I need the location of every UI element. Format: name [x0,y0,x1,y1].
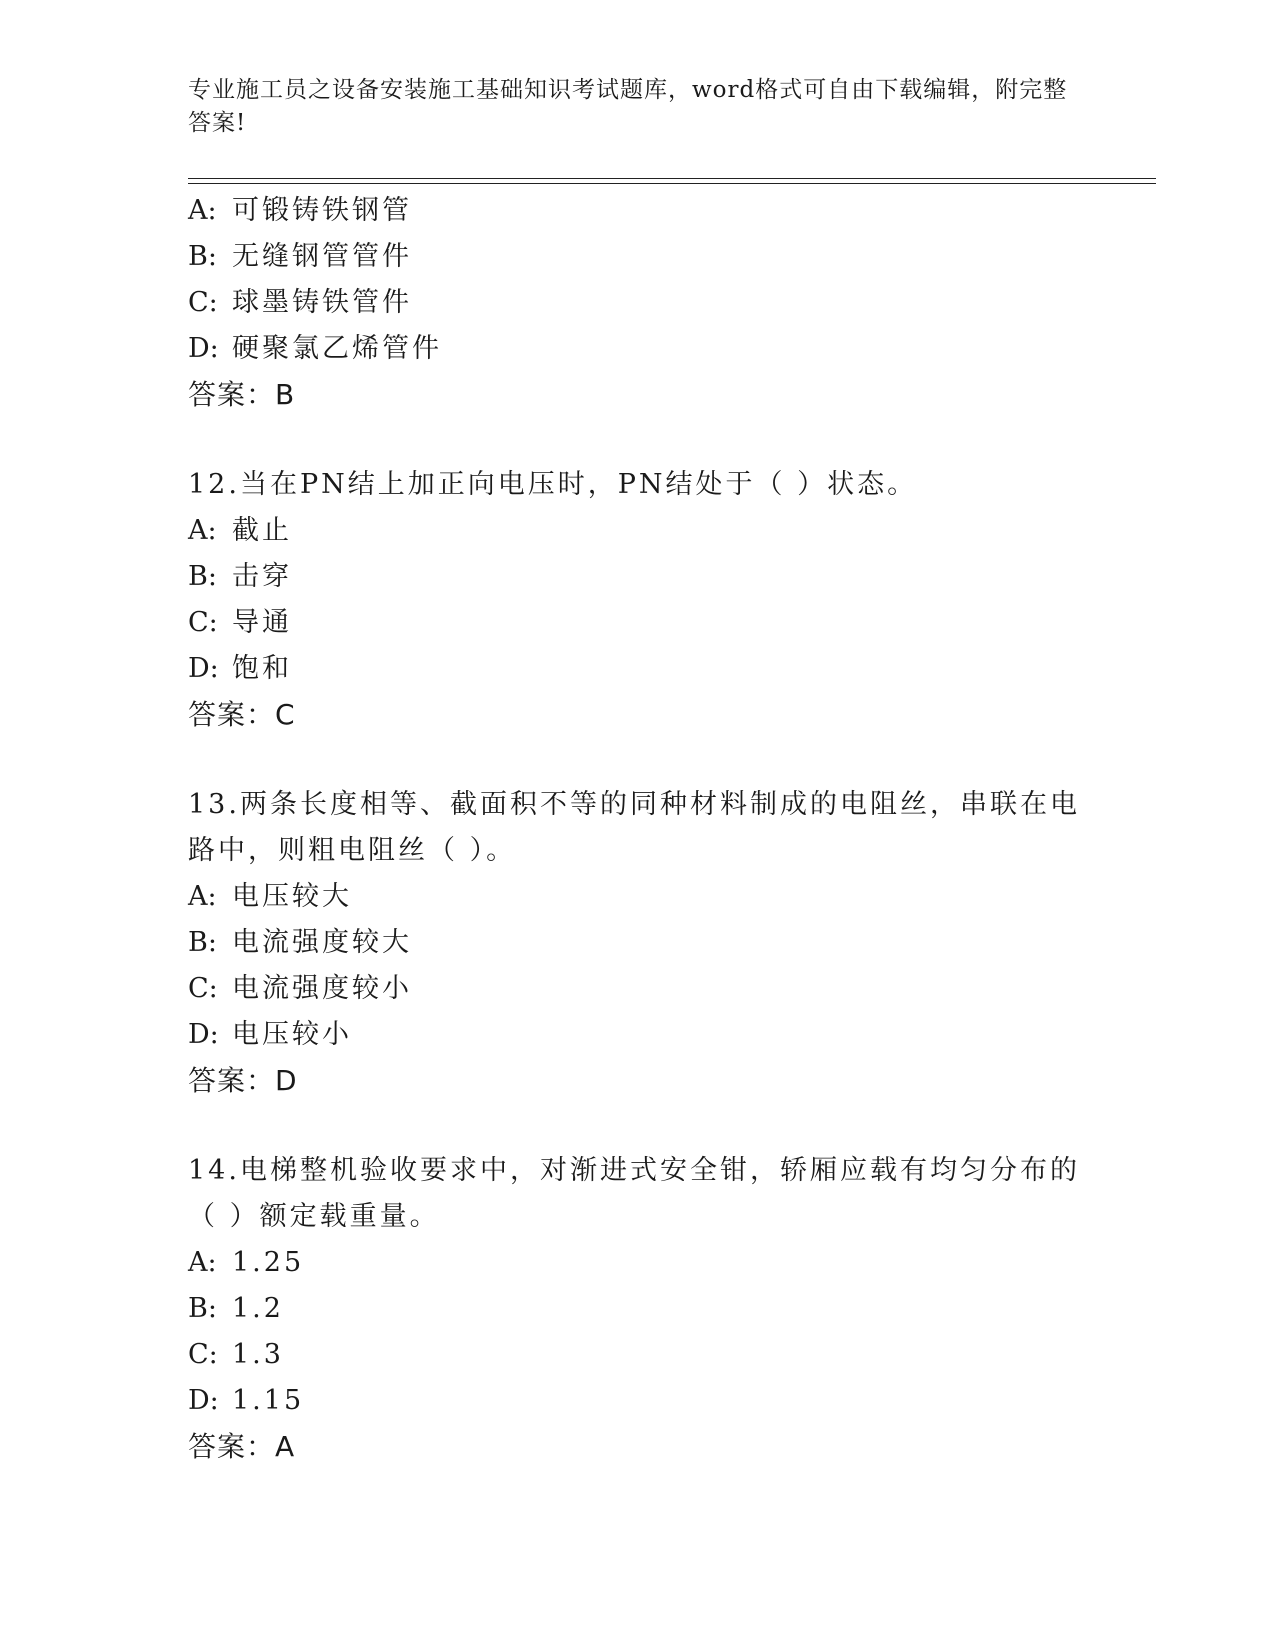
option-text: 无缝钢管管件 [232,241,412,272]
option-b [188,920,1088,966]
option-d [188,1378,1088,1424]
option-key: C: [188,1339,218,1370]
option-key: B: [188,1293,217,1324]
option-key: C: [188,973,218,1004]
previous-question-tail [188,188,1088,418]
option-c [188,1332,1088,1378]
option-text: 1.2 [232,1293,284,1324]
question-14 [188,1148,1088,1470]
option-d [188,1012,1088,1058]
option-text: 电压较小 [232,1019,352,1050]
option-key: D: [188,1385,219,1416]
question-list [188,188,1088,1470]
option-a [188,874,1088,920]
option-text: 电压较大 [232,881,352,912]
option-b [188,234,1088,280]
option-key: B: [188,561,217,592]
option-text: 1.25 [232,1247,305,1278]
answer-line: 答案：C [188,698,296,731]
option-text: 1.3 [232,1339,284,1370]
option-b [188,554,1088,600]
header-divider-bottom [188,183,1156,184]
question-12 [188,462,1088,738]
option-key: C: [188,607,218,638]
option-a [188,188,1088,234]
option-text: 球墨铸铁管件 [232,287,412,318]
option-a [188,508,1088,554]
option-key: D: [188,333,219,364]
option-text: 饱和 [232,653,292,684]
option-key: D: [188,653,219,684]
option-key: A: [188,881,217,912]
option-text: 导通 [232,607,292,638]
option-a [188,1240,1088,1286]
option-d [188,326,1088,372]
option-key: A: [188,195,217,226]
option-c [188,600,1088,646]
answer-line: 答案：D [188,1064,298,1097]
option-key: C: [188,287,218,318]
option-text: 硬聚氯乙烯管件 [232,333,442,364]
option-text: 1.15 [232,1385,305,1416]
question-13 [188,782,1088,1104]
option-text: 截止 [232,515,292,546]
option-key: B: [188,241,217,272]
option-c [188,966,1088,1012]
header-divider-top [188,178,1156,179]
option-key: B: [188,927,217,958]
option-text: 电流强度较大 [232,927,412,958]
question-stem: 12.当在PN结上加正向电压时，PN结处于（ ）状态。 [188,469,918,500]
document-header: 专业施工员之设备安装施工基础知识考试题库，word格式可自由下载编辑，附完整答案! [188,77,1068,136]
question-stem: 14.电梯整机验收要求中，对渐进式安全钳，轿厢应载有均匀分布的（ ）额定载重量。 [188,1155,1080,1232]
option-text: 可锻铸铁钢管 [232,195,412,226]
question-stem: 13.两条长度相等、截面积不等的同种材料制成的电阻丝，串联在电路中，则粗电阻丝（ ）。 [188,789,1080,866]
option-b [188,1286,1088,1332]
option-text: 击穿 [232,561,292,592]
answer-line: 答案：B [188,378,296,411]
option-key: D: [188,1019,219,1050]
option-key: A: [188,1247,217,1278]
answer-line: 答案：A [188,1430,296,1463]
option-d [188,646,1088,692]
option-c [188,280,1088,326]
option-key: A: [188,515,217,546]
option-text: 电流强度较小 [232,973,412,1004]
